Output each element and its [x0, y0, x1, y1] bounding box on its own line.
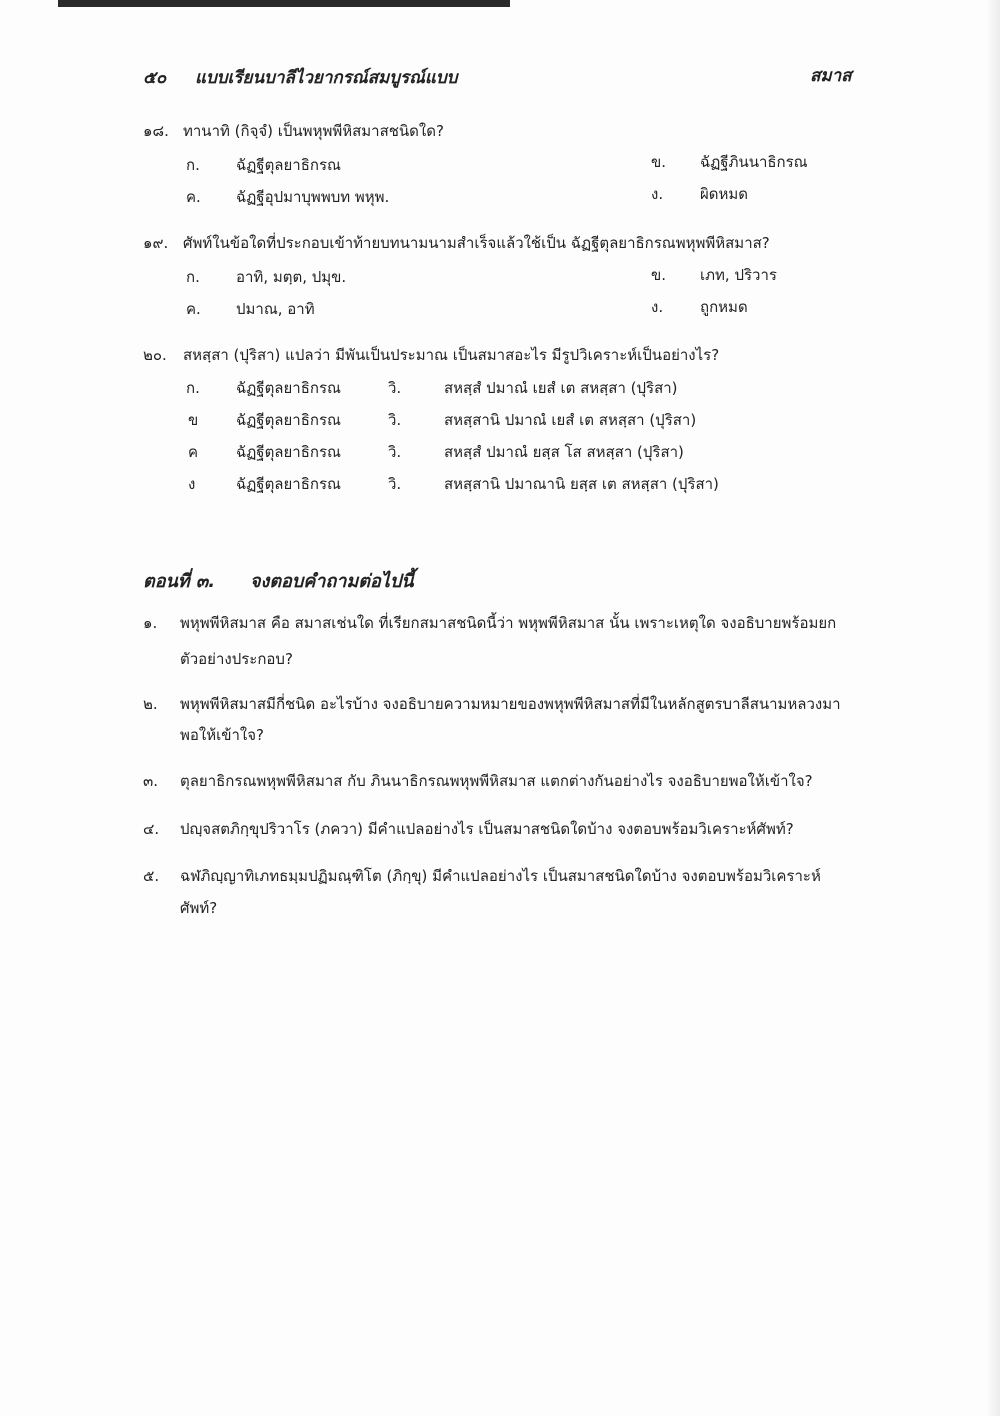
item-number: ๕.: [143, 867, 160, 885]
option-analysis: สหสฺสานิ ปมาณานิ ยสฺส เต สหสฺสา (ปุริสา): [444, 475, 719, 493]
option-type: ฉัฏฐีตุลยาธิกรณ: [236, 379, 341, 397]
option-text: อาทิ, มตฺต, ปมุข.: [236, 268, 347, 286]
question-text: ทานาทิ (กิจฺจํ) เป็นพหุพพีหิสมาสชนิดใด?: [183, 122, 444, 140]
option-label: ข.: [651, 266, 667, 284]
option-vi: วิ.: [388, 379, 402, 397]
page-number: ๕๐: [143, 68, 167, 88]
item-text: ฉฬภิญฺญาทิเภทธมฺมปฏิมณฺฑิโต (ภิกฺขุ) มีคำแปลอย่างไร เป็นสมาสชนิดใดบ้าง จงตอบพร้อมวิเคราะห์: [180, 867, 821, 885]
item-text-cont: พอให้เข้าใจ?: [180, 726, 264, 744]
option-vi: วิ.: [388, 475, 402, 493]
option-label: ค: [188, 443, 199, 461]
question-number: ๒๐.: [143, 346, 167, 364]
option-type: ฉัฏฐีตุลยาธิกรณ: [236, 411, 341, 429]
option-type: ฉัฏฐีตุลยาธิกรณ: [236, 443, 341, 461]
option-label: ง.: [651, 298, 664, 316]
option-label: ง.: [651, 185, 664, 203]
scan-top-bar: [58, 0, 510, 7]
option-label: ข: [188, 411, 199, 429]
option-text: ปมาณ, อาทิ: [236, 300, 315, 318]
item-text: พหุพพีหิสมาส คือ สมาสเช่นใด ที่เรียกสมาสชนิดนี้ว่า พหุพพีหิสมาส นั้น เพราะเหตุใด จงอธิบายพร้อมยก: [180, 614, 837, 632]
item-number: ๓.: [143, 772, 159, 790]
section-title: ตอนที่ ๓.: [143, 571, 216, 592]
option-label: ค.: [186, 300, 201, 318]
option-analysis: สหสฺสํ ปมาณํ ยสฺส โส สหสฺสา (ปุริสา): [444, 443, 684, 461]
item-text: พหุพพีหิสมาสมีกี่ชนิด อะไรบ้าง จงอธิบายความหมายของพหุพพีหิสมาสที่มีในหลักสูตรบาลีสนามหลวงมา: [180, 695, 841, 713]
option-analysis: สหสฺสานิ ปมาณํ เยสํ เต สหสฺสา (ปุริสา): [444, 411, 697, 429]
item-number: ๔.: [143, 820, 160, 838]
option-type: ฉัฏฐีตุลยาธิกรณ: [236, 475, 341, 493]
item-number: ๑.: [143, 614, 158, 632]
option-label: ก.: [186, 268, 200, 286]
question-text: ศัพท์ในข้อใดที่ประกอบเข้าท้ายบทนามนามสำเร็จแล้วใช้เป็น ฉัฏฐีตุลยาธิกรณพหุพพีหิสมาส?: [183, 234, 770, 252]
item-text-cont: ศัพท์?: [180, 899, 218, 917]
option-vi: วิ.: [388, 443, 402, 461]
option-text: เภท, ปริวาร: [700, 266, 777, 284]
option-label: ก.: [186, 156, 200, 174]
option-text: ผิดหมด: [700, 185, 749, 203]
option-vi: วิ.: [388, 411, 402, 429]
scan-edge: [986, 0, 1000, 1416]
question-number: ๑๘.: [143, 122, 169, 140]
option-text: ฉัฏฐีตุลยาธิกรณ: [236, 156, 341, 174]
section-instruction: จงตอบคำถามต่อไปนี้: [250, 571, 414, 592]
question-number: ๑๙.: [143, 234, 169, 252]
question-text: สหสฺสา (ปุริสา) แปลว่า มีพันเป็นประมาณ เป็นสมาสอะไร มีรูปวิเคราะห์เป็นอย่างไร?: [183, 346, 720, 364]
option-text: ฉัฏฐีอุปมาบุพพบท พหุพ.: [236, 188, 390, 206]
item-text-cont: ตัวอย่างประกอบ?: [180, 650, 293, 668]
option-label: ก.: [186, 379, 200, 397]
option-analysis: สหสฺสํ ปมาณํ เยสํ เต สหสฺสา (ปุริสา): [444, 379, 678, 397]
option-label: ง: [188, 475, 196, 493]
book-title: แบบเรียนบาลีไวยากรณ์สมบูรณ์แบบ: [195, 68, 458, 88]
item-text: ปญฺจสตภิกฺขุปริวาโร (ภควา) มีคำแปลอย่างไร เป็นสมาสชนิดใดบ้าง จงตอบพร้อมวิเคราะห์ศัพท์?: [180, 820, 794, 838]
option-text: ถูกหมด: [700, 298, 748, 316]
option-label: ข.: [651, 153, 667, 171]
option-label: ค.: [186, 188, 201, 206]
chapter-title: สมาส: [810, 66, 852, 86]
option-text: ฉัฏฐีภินนาธิกรณ: [700, 153, 808, 171]
item-text: ตุลยาธิกรณพหุพพีหิสมาส กับ ภินนาธิกรณพหุพพีหิสมาส แตกต่างกันอย่างไร จงอธิบายพอให้เข้าใจ?: [180, 772, 813, 790]
item-number: ๒.: [143, 695, 158, 713]
